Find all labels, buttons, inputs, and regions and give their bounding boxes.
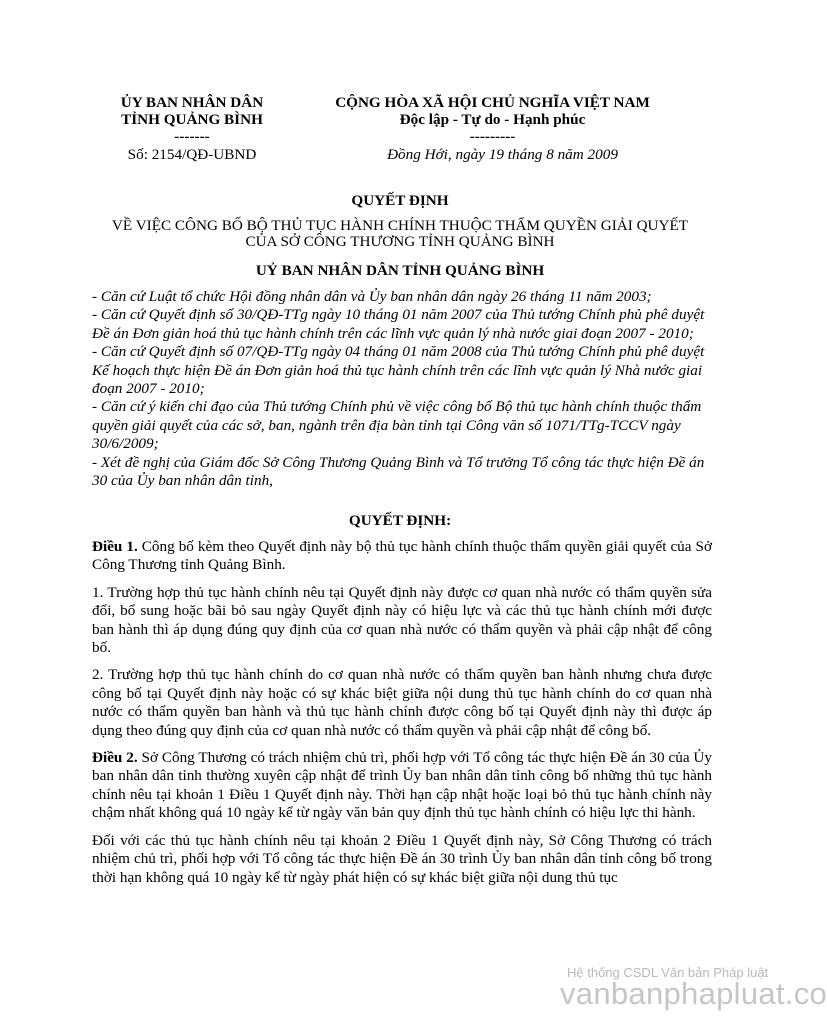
issuing-agency-block bbox=[88, 94, 296, 163]
motto-separator: --------- bbox=[469, 128, 516, 145]
agency-line-2: TỈNH QUẢNG BÌNH bbox=[121, 111, 263, 128]
article-2-paragraph: Đối với các thủ tục hành chính nêu tại khoản 2 Điều 1 Quyết định này, Sở Công Thương có trách nhiệm chủ trì, phối hợp với Tổ công tác thực hiện Đề án 30 trình Ủy ban nhân dân tỉnh công bố trong thời hạn không quá 10 ngày kể từ ngày phát hiện có sự khác biệt giữa nội dung thủ tục bbox=[92, 831, 712, 886]
watermark-site: vanbanphapluat.co bbox=[560, 976, 827, 1011]
article-2-label: Điều 2. bbox=[92, 749, 138, 767]
articles-body bbox=[92, 538, 712, 896]
article-1-clause-2: 2. Trường hợp thủ tục hành chính do cơ quan nhà nước có thẩm quyền ban hành nhưng chưa được công bố tại Quyết định này hoặc có sự khác biệt giữa nội dung thủ tục hành chính do cơ quan nhà nước có thẩm quyền ban hành và thủ tục hành chính được công bố tại Quyết định này thì được áp dụng theo đúng quy định của cơ quan nhà nước có thẩm quyền và phải cập nhật để công bố. bbox=[92, 666, 712, 739]
nation-motto: Độc lập - Tự do - Hạnh phúc bbox=[399, 111, 586, 128]
place-date: Đồng Hới, ngày 19 tháng 8 năm 2009 bbox=[387, 146, 618, 163]
legal-basis-item: - Căn cứ Luật tổ chức Hội đồng nhân dân và Ủy ban nhân dân ngày 26 tháng 11 năm 2003; bbox=[92, 288, 652, 305]
article-2 bbox=[92, 749, 712, 823]
document-number: Số: 2154/QĐ-UBND bbox=[127, 146, 257, 163]
article-1-label: Điều 1. bbox=[92, 538, 138, 555]
legal-bases-list bbox=[92, 288, 712, 490]
decision-subject-line-1: VỀ VIỆC CÔNG BỐ BỘ THỦ TỤC HÀNH CHÍNH THUỘC THẨM QUYỀN GIẢI QUYẾT bbox=[111, 217, 689, 234]
decision-title: QUYẾT ĐỊNH bbox=[351, 192, 449, 209]
legal-basis-item: - Căn cứ ý kiến chỉ đạo của Thủ tướng Chính phủ về việc công bố Bộ thủ tục hành chính thuộc thẩm quyền giải quyết của các sở, ban, ngành trên địa bàn tỉnh tại Công văn số 1071/TTg-TCCV ngày 30/6/2009; bbox=[92, 398, 702, 453]
watermark-caption: Hệ thống CSDL Văn bản Pháp luật bbox=[567, 965, 769, 980]
legal-basis-item: - Xét đề nghị của Giám đốc Sở Công Thương Quảng Bình và Tổ trưởng Tổ công tác thực hiện Đề án 30 của Ủy ban nhân dân tỉnh, bbox=[92, 453, 705, 490]
legal-basis-item: - Căn cứ Quyết định số 30/QĐ-TTg ngày 10 tháng 01 năm 2007 của Thủ tướng Chính phủ phê duyệt Đề án Đơn giản hoá thủ tục hành chính trên các lĩnh vực quản lý nhà nước giai đoạn 2007 - 2010; bbox=[92, 306, 705, 342]
decide-heading: QUYẾT ĐỊNH: bbox=[348, 512, 452, 529]
national-header-block bbox=[300, 94, 685, 163]
article-1-clause-1: 1. Trường hợp thủ tục hành chính nêu tại Quyết định này được cơ quan nhà nước có thẩm quyền sửa đổi, bổ sung hoặc bãi bỏ sau ngày Quyết định này có hiệu lực và các thủ tục hành chính mới được ban hành thì áp dụng đúng quy định của cơ quan nhà nước có thẩm quyền và phải cập nhật để công bố. bbox=[92, 583, 712, 657]
decision-subject bbox=[70, 218, 730, 250]
article-2-text: Sở Công Thương có trách nhiệm chủ trì, phối hợp với Tổ công tác thực hiện Đề án 30 của Ủy ban nhân dân tỉnh thường xuyên cập nhật để trình Ủy ban nhân dân tỉnh công bố những thủ tục hành chính nêu tại khoản 1 Điều 1 Quyết định này. Thời hạn cập nhật hoặc loại bỏ thủ tục hành chính này chậm nhất không quá 10 ngày kể từ ngày văn bản quy định thủ tục hành chính có hiệu lực thi hành. bbox=[92, 749, 712, 822]
article-1 bbox=[92, 538, 712, 575]
legal-basis-item: - Căn cứ Quyết định số 07/QĐ-TTg ngày 04 tháng 01 năm 2008 của Thủ tướng Chính phủ phê duyệt Kế hoạch thực hiện Đề án Đơn giản hoá thủ tục hành chính trên các lĩnh vực quản lý Nhà nước giai đoạn 2007 - 2010; bbox=[92, 343, 705, 398]
nation-title: CỘNG HÒA XÃ HỘI CHỦ NGHĨA VIỆT NAM bbox=[335, 94, 650, 111]
agency-separator: ------- bbox=[174, 128, 210, 145]
agency-line-1: ỦY BAN NHÂN DÂN bbox=[120, 94, 264, 111]
decision-subject-line-2: CỦA SỞ CÔNG THƯƠNG TỈNH QUẢNG BÌNH bbox=[245, 233, 555, 250]
issuing-authority: UỶ BAN NHÂN DÂN TỈNH QUẢNG BÌNH bbox=[255, 262, 545, 279]
article-1-text: Công bố kèm theo Quyết định này bộ thủ tục hành chính thuộc thẩm quyền giải quyết của Sở Công Thương tỉnh Quảng Bình. bbox=[92, 538, 713, 574]
